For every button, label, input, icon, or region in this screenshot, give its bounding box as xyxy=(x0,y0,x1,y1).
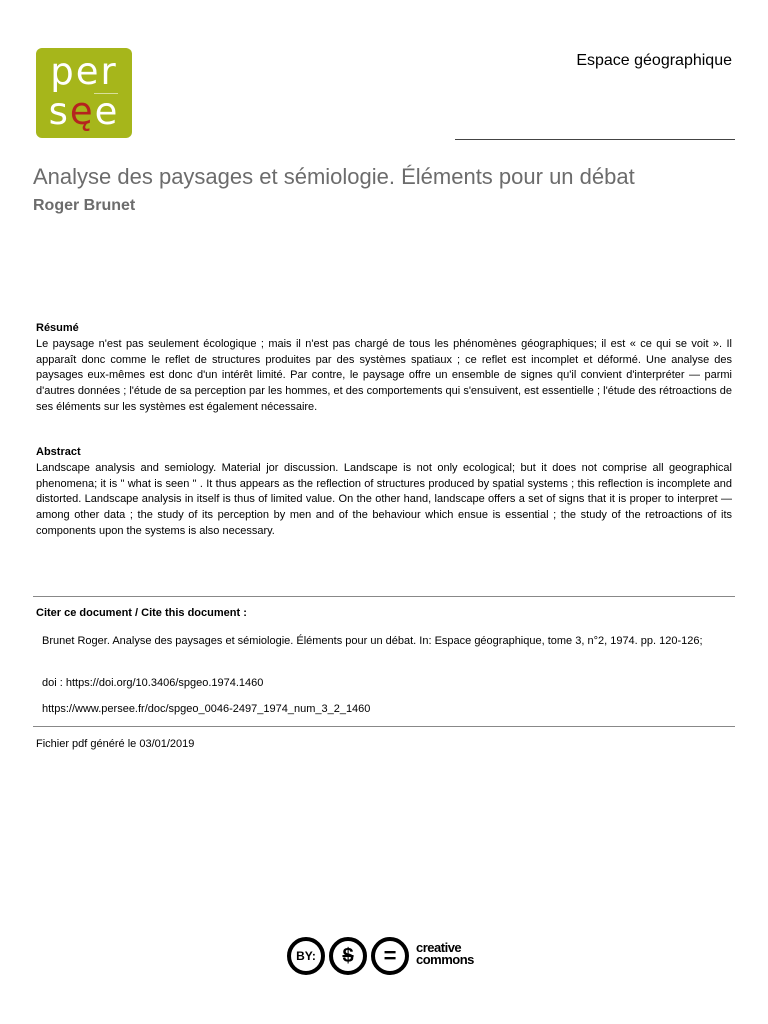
citation-doi[interactable]: doi : https://doi.org/10.3406/spgeo.1974.1460 xyxy=(42,677,264,689)
article-author: Roger Brunet xyxy=(33,197,136,214)
citation-heading: Citer ce document / Cite this document : xyxy=(36,607,247,619)
generated-date: Fichier pdf généré le 03/01/2019 xyxy=(36,738,195,750)
journal-name: Espace géographique xyxy=(576,52,732,69)
citation-reference: Brunet Roger. Analyse des paysages et sémiologie. Éléments pour un débat. In: Espace géographique, tome 3, n°2, 1974. pp. 120-126; xyxy=(42,635,703,647)
resume-body: Le paysage n'est pas seulement écologique ; mais il n'est pas chargé de tous les phénomènes géographiques; il est « ce qui se voit ». Il apparaît donc comme le reflet de structures produites par des systèmes spatiaux ; ce reflet est incomplet et déformé. Une analyse des paysages eux-mêmes est donc d'un intérêt limité. Par contre, le paysage offre un ensemble de signes qu'il convient d'interpréter — parmi d'autres données ; l'étude de sa perception par les hommes, et des comportements qui s'ensuivent, est essentielle ; l'étude des rétroactions de ses éléments sur les systèmes est également nécessaire. xyxy=(36,338,732,413)
cc-wordmark: creative commons xyxy=(416,940,474,967)
creative-commons-badge[interactable] xyxy=(287,937,487,979)
citation-url[interactable]: https://www.persee.fr/doc/spgeo_0046-2497_1974_num_3_2_1460 xyxy=(42,703,371,715)
logo-text-top: per xyxy=(50,50,118,93)
resume-heading: Résumé xyxy=(36,322,79,334)
article-title: Analyse des paysages et sémiologie. Éléments pour un débat xyxy=(33,164,635,189)
logo-text-bottom: sęe xyxy=(48,90,120,133)
abstract-body: Landscape analysis and semiology. Material jor discussion. Landscape is not only ecological; but it does not comprise all geographical phenomena; it is " what is seen " . It thus appears as the reflection of structures produced by spatial systems ; this reflection is incomplete and distorted. Landscape analysis in itself is thus of limited value. On the other hand, landscape offers a set of signs that it is proper to interpret — among other data ; the study of its perception by men and of the behaviour which ensue is essential ; the study of the retroactions of its components upon the systems is also necessary. xyxy=(36,462,732,537)
citation-bottom-rule xyxy=(33,726,735,727)
cc-nc-icon: $ xyxy=(329,937,367,975)
abstract-heading: Abstract xyxy=(36,446,81,458)
citation-top-rule xyxy=(33,596,735,597)
persee-logo xyxy=(36,48,132,138)
cc-nd-icon: = xyxy=(371,937,409,975)
cc-by-icon: BY: xyxy=(287,937,325,975)
header-rule xyxy=(455,139,735,140)
